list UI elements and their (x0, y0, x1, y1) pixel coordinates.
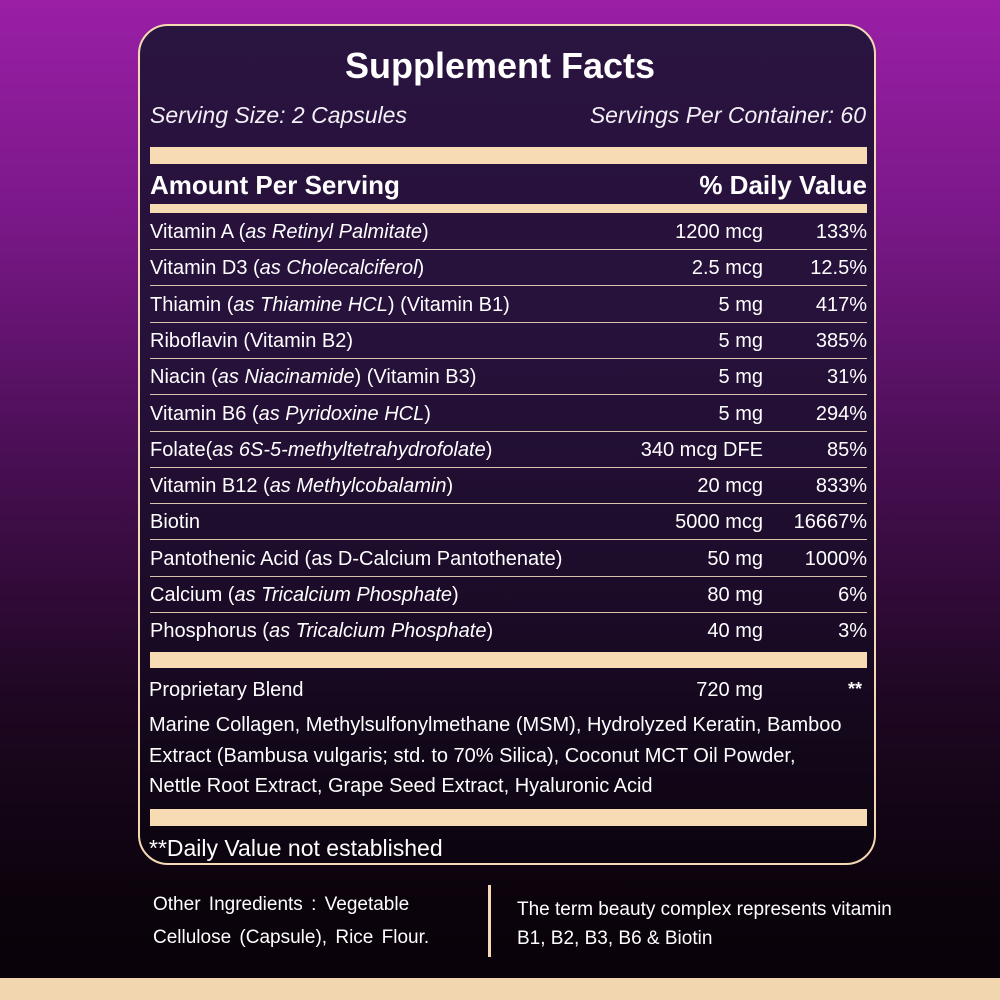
nutrient-name: Vitamin B12 (as Methylcobalamin) (150, 475, 454, 498)
nutrient-amount: 5 mg (718, 293, 763, 316)
blend-amount: 720 mg (696, 679, 763, 701)
nutrient-daily-value: 417% (815, 293, 867, 316)
nutrient-daily-value: 12.5% (810, 257, 867, 280)
table-row (150, 432, 867, 468)
servings-per-container: Servings Per Container: 60 (589, 102, 866, 128)
nutrient-name: Phosphorus (as Tricalcium Phosphate) (150, 620, 494, 643)
nutrient-daily-value: 3% (838, 620, 867, 643)
nutrient-daily-value: 16667% (793, 511, 867, 534)
nutrient-daily-value: 85% (826, 438, 867, 461)
table-row (150, 396, 867, 432)
table-row (150, 287, 867, 323)
other-ingredients: Other Ingredients : Vegetable Cellulose (Capsule), Rice Flour. (153, 894, 430, 948)
table-row (150, 504, 867, 540)
divider-bar-header (150, 204, 867, 213)
table-row (150, 613, 867, 649)
daily-value-header: % Daily Value (699, 170, 867, 200)
table-row (150, 541, 867, 577)
nutrient-amount: 50 mg (707, 547, 763, 570)
beauty-complex-note: The term beauty complex represents vitamin B1, B2, B3, B6 & Biotin (517, 899, 892, 949)
serving-size: Serving Size: 2 Capsules (150, 102, 407, 128)
table-row (150, 214, 867, 250)
nutrient-name: Vitamin D3 (as Cholecalciferol) (150, 257, 425, 280)
nutrient-daily-value: 385% (815, 329, 867, 352)
amount-per-serving-header: Amount Per Serving (150, 170, 400, 200)
nutrient-daily-value: 294% (815, 402, 867, 425)
nutrient-amount: 5000 mcg (675, 511, 763, 534)
nutrient-amount: 2.5 mcg (691, 257, 763, 280)
nutrient-name: Riboflavin (Vitamin B2) (150, 329, 354, 352)
divider-bar-bottom (150, 809, 867, 826)
nutrient-amount: 5 mg (718, 402, 763, 425)
table-row (150, 577, 867, 613)
nutrient-daily-value: 833% (815, 475, 867, 498)
page-title: Supplement Facts (344, 45, 656, 86)
nutrient-amount: 1200 mcg (675, 221, 763, 243)
nutrient-name: Biotin (150, 511, 201, 534)
table-row (150, 250, 867, 286)
nutrient-amount: 20 mcg (697, 475, 763, 498)
nutrient-name: Thiamin (as Thiamine HCL) (Vitamin B1) (150, 293, 510, 316)
nutrient-name: Vitamin A (as Retinyl Palmitate) (150, 221, 429, 243)
bottom-band (0, 978, 1000, 1000)
nutrient-amount: 5 mg (718, 329, 763, 352)
nutrient-name: Calcium (as Tricalcium Phosphate) (150, 584, 459, 606)
blend-daily-value: ** (847, 679, 862, 699)
nutrient-daily-value: 133% (815, 221, 867, 243)
table-row (150, 323, 867, 359)
nutrient-name: Folate(as 6S-5-methyltetrahydrofolate) (150, 438, 493, 461)
nutrient-name: Vitamin B6 (as Pyridoxine HCL) (150, 402, 431, 425)
divider-bar-blend (150, 652, 867, 668)
blend-ingredients: Marine Collagen, Methylsulfonylmethane (MSM), Hydrolyzed Keratin, Bamboo Extract (Bambusa vulgaris; std. to 70% Silica), Coconut MCT Oil Powder, Nettle Root Extract, Grape Seed Extract, Hyaluronic Acid (149, 714, 842, 797)
nutrient-amount: 340 mcg DFE (640, 438, 763, 461)
nutrient-daily-value: 31% (826, 366, 867, 389)
nutrient-name: Niacin (as Niacinamide) (Vitamin B3) (150, 366, 477, 389)
table-row (150, 359, 867, 395)
table-row (150, 468, 867, 504)
divider-bar-top (150, 147, 867, 164)
blend-name: Proprietary Blend (149, 679, 304, 701)
vertical-divider (488, 885, 491, 957)
nutrient-amount: 80 mg (707, 584, 763, 606)
footnote: **Daily Value not established (149, 835, 443, 861)
nutrient-amount: 40 mg (707, 620, 763, 643)
nutrient-name: Pantothenic Acid (as D-Calcium Pantothenate) (150, 547, 563, 570)
nutrient-daily-value: 1000% (804, 547, 867, 570)
nutrient-daily-value: 6% (838, 584, 867, 606)
nutrient-amount: 5 mg (718, 366, 763, 389)
